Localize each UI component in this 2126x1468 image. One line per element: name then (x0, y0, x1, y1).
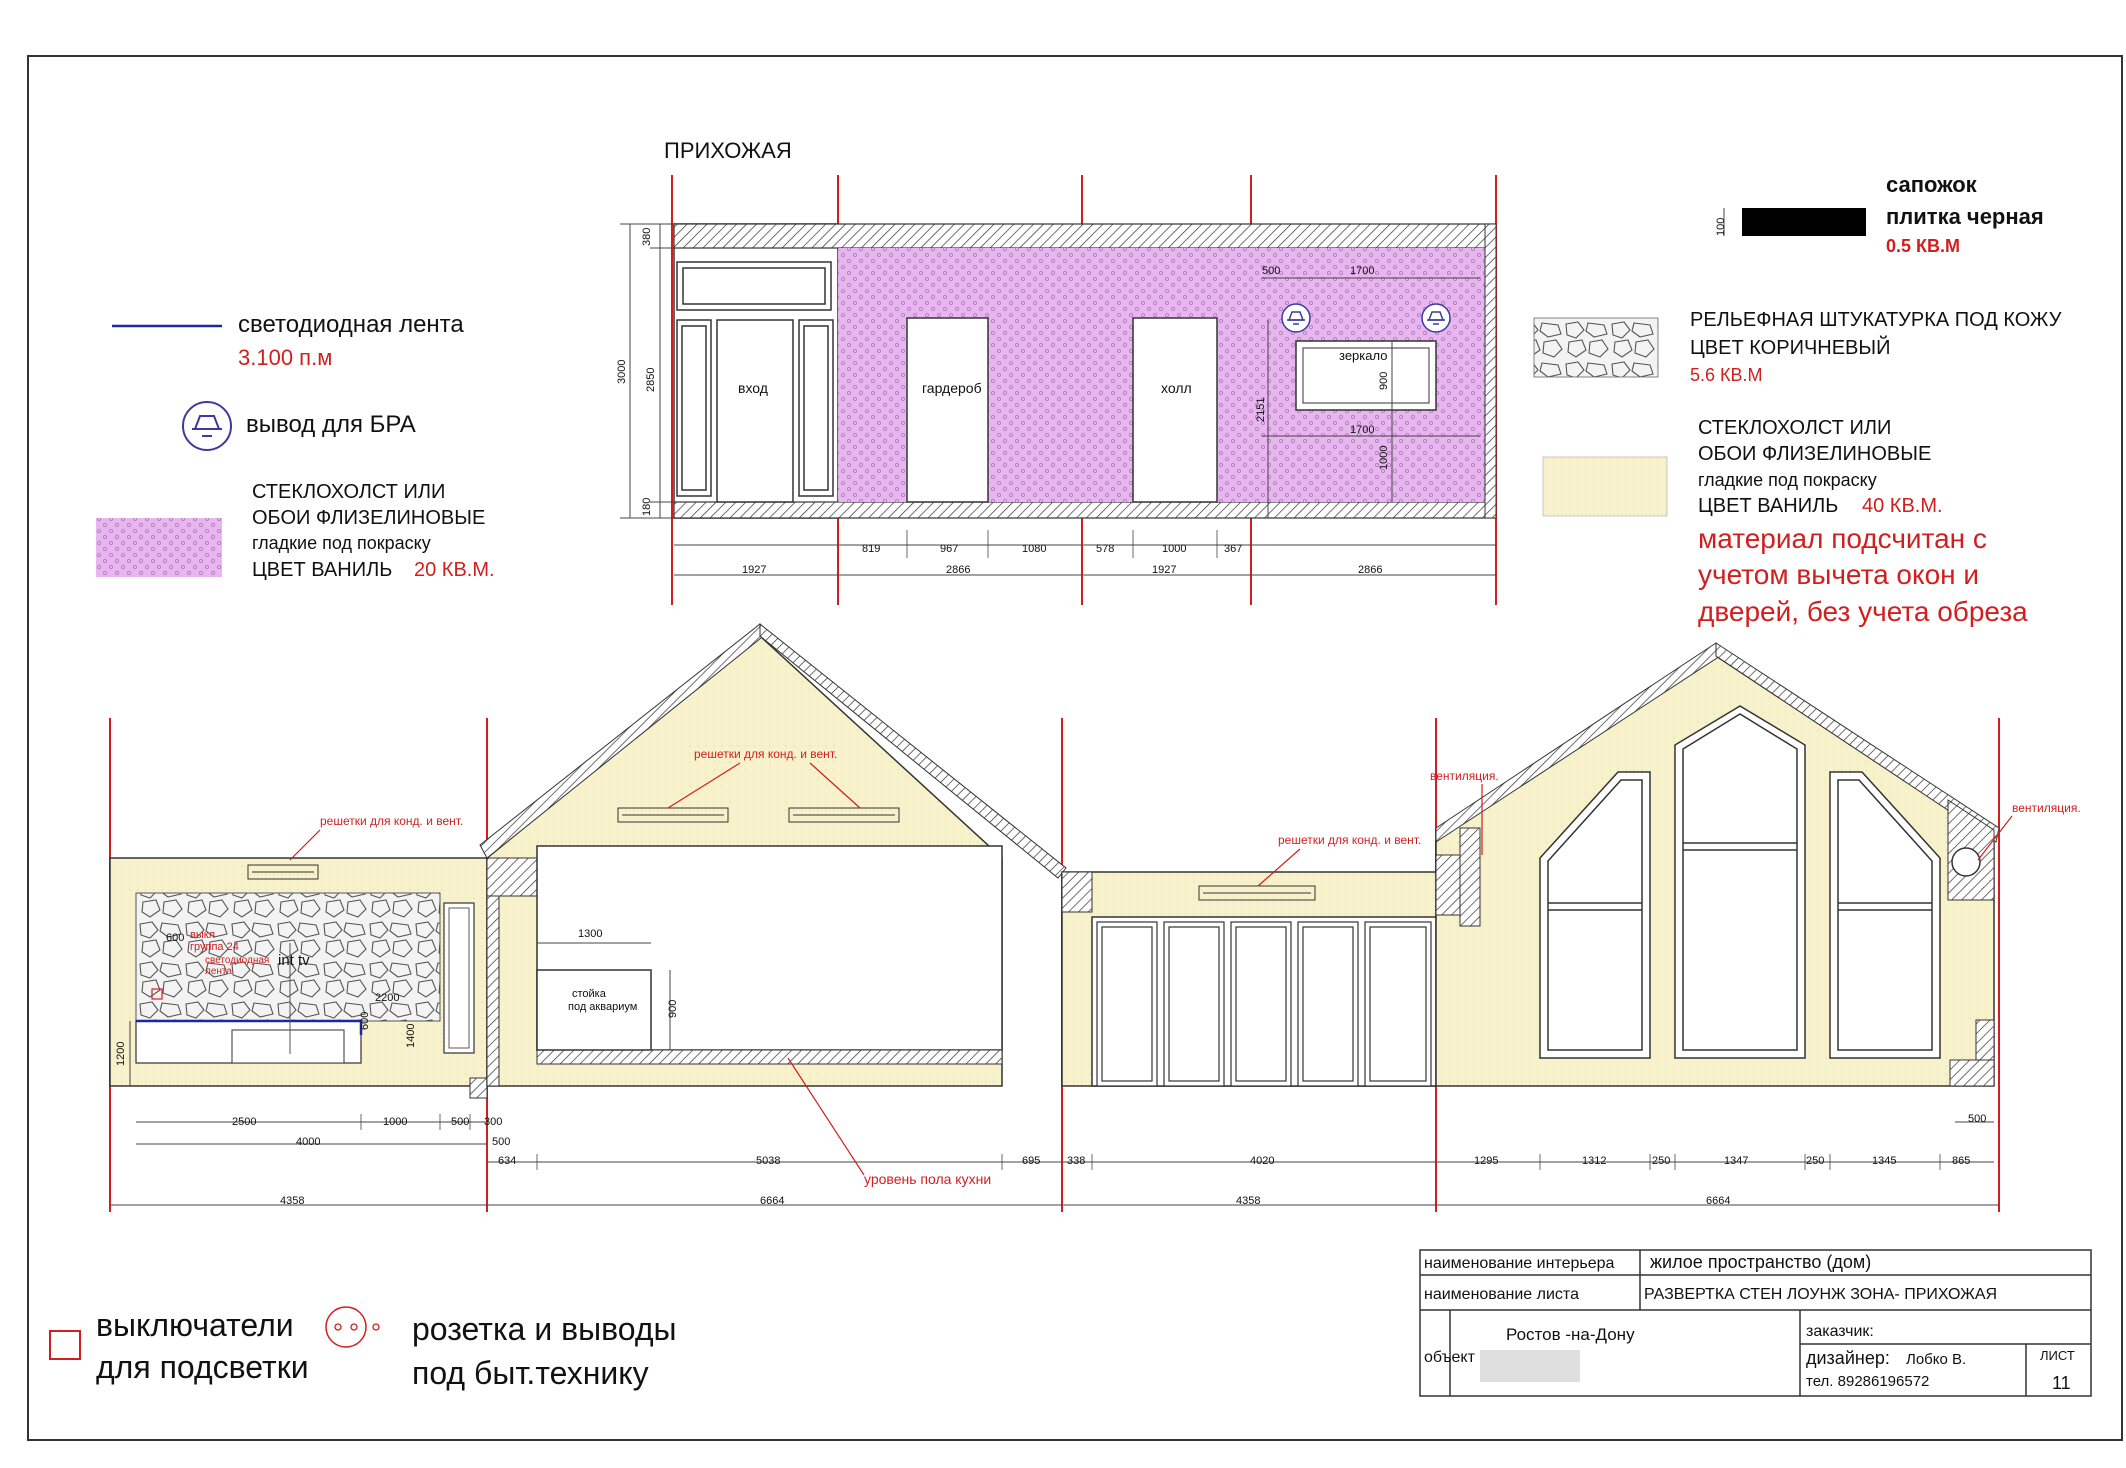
dim-380: 380 (641, 227, 653, 246)
dim-967: 967 (940, 543, 959, 555)
sconce-icon (1422, 304, 1450, 332)
dim-5038: 5038 (756, 1155, 781, 1167)
grille-label-1: решетки для конд. и вент. (320, 814, 464, 828)
ventilation-label-2: вентиляция. (2012, 801, 2081, 815)
dim-1200: 1200 (115, 1041, 127, 1066)
dim-634: 634 (498, 1155, 517, 1167)
dim-600-b: 600 (359, 1011, 371, 1030)
dim-1312: 1312 (1582, 1155, 1607, 1167)
dim-578: 578 (1096, 543, 1115, 555)
dim-1000-hall: 1000 (1162, 543, 1187, 555)
dim-1927-b: 1927 (1152, 564, 1177, 576)
lounge-dimension-lines (110, 1122, 1999, 1205)
led-legend-label: светодиодная лента (238, 311, 464, 338)
sconce-legend-icon (183, 402, 231, 450)
dim-1400: 1400 (405, 1023, 417, 1048)
dim-1080: 1080 (1022, 543, 1047, 555)
dim-695: 695 (1022, 1155, 1041, 1167)
sockets-line1: розетка и выводы (412, 1311, 677, 1347)
vanilla-wallpaper-swatch (1543, 457, 1667, 516)
pink-legend-line1: СТЕКЛОХОЛСТ ИЛИ (252, 481, 446, 503)
leather-plaster-swatch (1534, 318, 1658, 377)
dim-300: 300 (484, 1116, 503, 1128)
page-label: ЛИСТ (2040, 1348, 2075, 1363)
led-legend-qty: 3.100 п.м (238, 345, 333, 370)
object-city: Ростов -на-Дону (1506, 1325, 1635, 1344)
hall-door-label: холл (1161, 380, 1192, 396)
dim-500-b: 500 (492, 1136, 511, 1148)
designer-name: Лобко В. (1906, 1351, 1967, 1368)
pink-legend-line2: ОБОИ ФЛИЗЕЛИНОВЫЕ (252, 507, 486, 529)
tv-label: int tv (278, 952, 310, 969)
dim-overall-3: 4358 (1236, 1195, 1261, 1207)
dim-1295: 1295 (1474, 1155, 1499, 1167)
dim-2866-b: 2866 (1358, 564, 1383, 576)
pink-legend-qty: 20 КВ.М. (414, 559, 495, 581)
dim-900: 900 (1378, 371, 1390, 390)
pink-wallpaper-swatch (96, 518, 222, 577)
note-line3: дверей, без учета обреза (1698, 596, 2028, 627)
switch-group-line2: группа 24 (190, 941, 239, 953)
dim-2866-a: 2866 (946, 564, 971, 576)
interior-value: жилое пространство (дом) (1650, 1252, 1872, 1272)
dim-600-a: 600 (166, 932, 185, 944)
ventilation-right (1952, 848, 1980, 876)
dim-500-a: 500 (451, 1116, 470, 1128)
dim-overall-4: 6664 (1706, 1195, 1731, 1207)
switch-group-line1: выкл (190, 929, 216, 941)
french-door-panels (1097, 922, 1431, 1086)
dim-2200: 2200 (375, 992, 400, 1004)
sheet-label: наименование листа (1424, 1286, 1579, 1303)
plaster-line1: РЕЛЬЕФНАЯ ШТУКАТУРКА ПОД КОЖУ (1690, 309, 2062, 331)
dim-overall-1: 4358 (280, 1195, 305, 1207)
switches-line2: для подсветки (96, 1349, 309, 1385)
interior-label: наименование интерьера (1424, 1255, 1615, 1272)
dim-1345: 1345 (1872, 1155, 1897, 1167)
plinth-line2: плитка черная (1886, 204, 2044, 229)
dim-338: 338 (1067, 1155, 1086, 1167)
hall-title: ПРИХОЖАЯ (664, 138, 792, 163)
wardrobe-label: гардероб (922, 380, 982, 396)
dim-819: 819 (862, 543, 881, 555)
dim-865: 865 (1952, 1155, 1971, 1167)
dim-1000: 1000 (383, 1116, 408, 1128)
dim-2500: 2500 (232, 1116, 257, 1128)
dim-250-b: 250 (1806, 1155, 1825, 1167)
socket-symbol-icon (326, 1307, 379, 1347)
grille-label-3: решетки для конд. и вент. (1278, 833, 1422, 847)
ventilation-label-1: вентиляция. (1430, 769, 1499, 783)
designer-label: дизайнер: (1806, 1348, 1890, 1368)
grille-label-2: решетки для конд. и вент. (694, 747, 838, 761)
sconce-legend-label: вывод для БРА (246, 411, 416, 438)
dim-250-a: 250 (1652, 1155, 1671, 1167)
vanilla-line2: ОБОИ ФЛИЗЕЛИНОВЫЕ (1698, 443, 1932, 465)
hall-ceiling-band (674, 224, 1495, 248)
dim-1347: 1347 (1724, 1155, 1749, 1167)
dim-1700-bottom: 1700 (1350, 424, 1375, 436)
floor-level-label: уровень пола кухни (864, 1171, 992, 1187)
lounge-led-line2: лента (205, 966, 232, 977)
dim-2850: 2850 (645, 367, 657, 392)
dim-3000: 3000 (616, 359, 628, 384)
hall-floor-band (674, 502, 1495, 518)
dim-2151: 2151 (1255, 397, 1267, 422)
vanilla-line1: СТЕКЛОХОЛСТ ИЛИ (1698, 417, 1892, 439)
dim-4020: 4020 (1250, 1155, 1275, 1167)
switch-symbol-icon (50, 1331, 80, 1359)
vanilla-line3: гладкие под покраску (1698, 470, 1877, 490)
dim-900-stand: 900 (667, 999, 679, 1018)
sheet-value: РАЗВЕРТКА СТЕН ЛОУНЖ ЗОНА- ПРИХОЖАЯ (1644, 1286, 1998, 1303)
designer-phone: тел. 89286196572 (1806, 1373, 1930, 1390)
dim-180: 180 (641, 497, 653, 516)
vanilla-line4: ЦВЕТ ВАНИЛЬ (1698, 495, 1839, 517)
aquarium-stand-line2: под аквариум (568, 1001, 638, 1013)
customer-label: заказчик: (1806, 1323, 1874, 1340)
dim-1700-top: 1700 (1350, 265, 1375, 277)
vanilla-qty: 40 КВ.М. (1862, 495, 1943, 517)
hall-door (1133, 318, 1217, 502)
plinth-swatch (1742, 208, 1866, 236)
dim-1927-a: 1927 (742, 564, 767, 576)
object-label: объект (1424, 1349, 1475, 1366)
dim-1300: 1300 (578, 928, 603, 940)
plinth-qty: 0.5 КВ.М (1886, 236, 1961, 256)
sockets-line2: под быт.технику (412, 1355, 649, 1391)
plaster-line2: ЦВЕТ КОРИЧНЕВЫЙ (1690, 337, 1891, 359)
redacted-address (1480, 1350, 1580, 1382)
dim-367: 367 (1224, 543, 1243, 555)
plinth-line1: сапожок (1886, 172, 1977, 197)
sconce-icon (1282, 304, 1310, 332)
dim-500: 500 (1262, 265, 1281, 277)
dim-overall-2: 6664 (760, 1195, 785, 1207)
dim-1000: 1000 (1378, 445, 1390, 470)
pink-legend-line4: ЦВЕТ ВАНИЛЬ (252, 559, 393, 581)
note-line1: материал подсчитан с (1698, 523, 1987, 554)
switches-line1: выключатели (96, 1307, 294, 1343)
plaster-qty: 5.6 КВ.М (1690, 365, 1763, 385)
wardrobe-door (907, 318, 988, 502)
dim-500-right: 500 (1968, 1113, 1987, 1125)
pink-legend-line3: гладкие под покраску (252, 533, 431, 553)
entrance-label: вход (738, 380, 768, 396)
dim-4000: 4000 (296, 1136, 321, 1148)
page-number: 11 (2052, 1373, 2071, 1393)
lounge-led-line1: светодиодная (205, 955, 270, 966)
plinth-dim: 100 (1715, 217, 1727, 236)
note-line2: учетом вычета окон и (1698, 559, 1980, 590)
aquarium-stand-line1: стойка (572, 988, 606, 1000)
mirror-label: зеркало (1339, 348, 1388, 363)
